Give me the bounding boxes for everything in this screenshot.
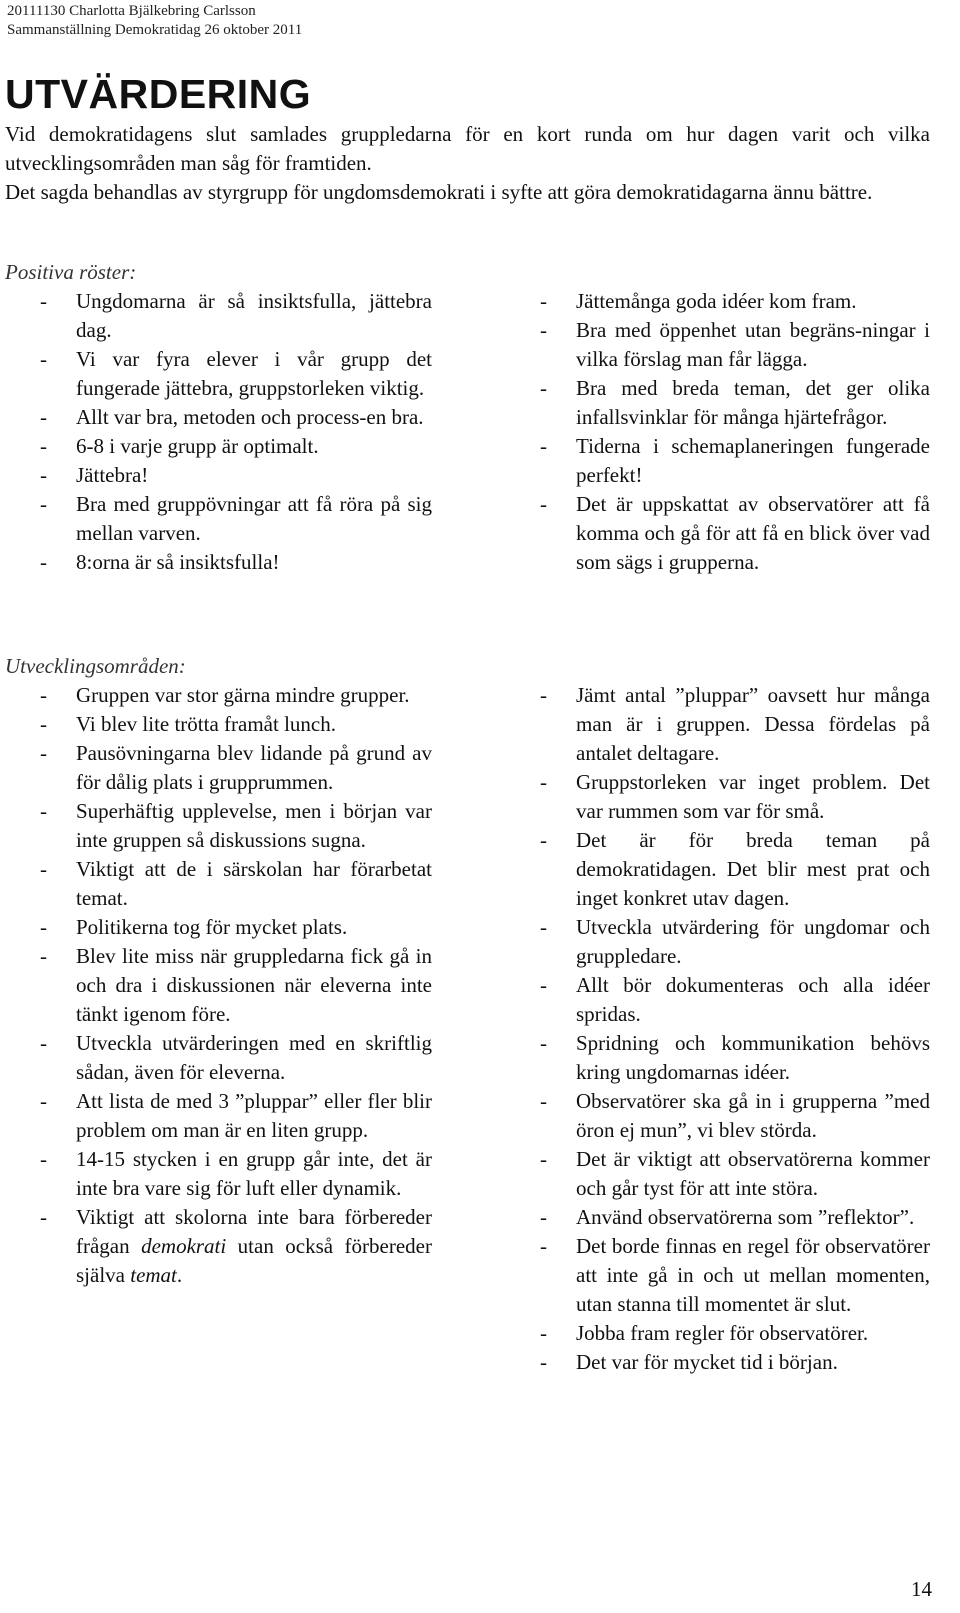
list-item: - Spridning och kommunikation behövs kring ungdomarnas idéer. [538, 1029, 930, 1087]
list-item: - Allt var bra, metoden och process-en bra. [38, 403, 432, 432]
list-item: - Gruppen var stor gärna mindre grupper. [38, 681, 432, 710]
intro-text [5, 120, 930, 207]
list-item: - 14-15 stycken i en grupp går inte, det är inte bra vare sig för luft eller dynamik. [38, 1145, 432, 1203]
header-author-line: 20111130 Charlotta Bjälkebring Carlsson [7, 3, 256, 19]
list-item: - Blev lite miss när gruppledarna fick gå in och dra i diskussionen när eleverna inte tänkt igenom före. [38, 942, 432, 1029]
header-subtitle-line: Sammanställning Demokratidag 26 oktober 2011 [7, 22, 303, 38]
list-item: - Det borde finnas en regel för observatörer att inte gå in och ut mellan momenten, utan stanna till momentet är slut. [538, 1232, 930, 1319]
list-item: - Ungdomarna är så insiktsfulla, jättebra dag. [38, 287, 432, 345]
page-title: UTVÄRDERING [5, 71, 312, 117]
list-item: - Pausövningarna blev lidande på grund av för dålig plats i grupprummen. [38, 739, 432, 797]
positive-left-list [38, 287, 432, 577]
list-item: - Det är uppskattat av observatörer att få komma och gå för att få en blick över vad som sägs i grupperna. [538, 490, 930, 577]
list-item: - Det är för breda teman på demokratidagen. Det blir mest prat och inget konkret utav dagen. [538, 826, 930, 913]
list-item: - 6-8 i varje grupp är optimalt. [38, 432, 432, 461]
list-item: - Jättemånga goda idéer kom fram. [538, 287, 930, 316]
list-item: - Viktigt att de i särskolan har förarbetat temat. [38, 855, 432, 913]
list-item: - Bra med breda teman, det ger olika infallsvinklar för många hjärtefrågor. [538, 374, 930, 432]
list-item [38, 1203, 432, 1290]
list-item: - Politikerna tog för mycket plats. [38, 913, 432, 942]
list-item: - Att lista de med 3 ”pluppar” eller fler blir problem om man är en liten grupp. [38, 1087, 432, 1145]
list-item: - Superhäftig upplevelse, men i början var inte gruppen så diskussions sugna. [38, 797, 432, 855]
last-item-part2: utan också förbereder själva [76, 1234, 432, 1287]
list-item: - Gruppstorleken var inget problem. Det var rummen som var för små. [538, 768, 930, 826]
last-item-part1: Viktigt att skolorna inte bara förbereder frågan [76, 1205, 432, 1258]
list-item: - Utveckla utvärdering för ungdomar och gruppledare. [538, 913, 930, 971]
development-right-list [538, 681, 930, 1377]
development-left-list [38, 681, 432, 1290]
list-item: - Det var för mycket tid i början. [538, 1348, 930, 1377]
document-header [7, 2, 302, 40]
page-number: 14 [911, 1577, 932, 1601]
intro-paragraph-2: Det sagda behandlas av styrgrupp för ungdomsdemokrati i syfte att göra demokratidagarna ännu bättre. [5, 180, 873, 204]
list-item: - Allt bör dokumenteras och alla idéer spridas. [538, 971, 930, 1029]
list-item: - Bra med gruppövningar att få röra på sig mellan varven. [38, 490, 432, 548]
list-item: - Utveckla utvärderingen med en skriftlig sådan, även för eleverna. [38, 1029, 432, 1087]
positive-heading: Positiva röster: [5, 260, 137, 284]
list-item: - Använd observatörerna som ”reflektor”. [538, 1203, 930, 1232]
intro-paragraph-1: Vid demokratidagens slut samlades gruppledarna för en kort runda om hur dagen varit och vilka utvecklingsområden man såg för framtiden. [5, 122, 930, 175]
list-item: - Det är viktigt att observatörerna kommer och går tyst för att inte störa. [538, 1145, 930, 1203]
development-heading: Utvecklingsområden: [5, 654, 186, 678]
list-item: - Jämt antal ”pluppar” oavsett hur många man är i gruppen. Dessa fördelas på antalet deltagare. [538, 681, 930, 768]
list-item: - Jättebra! [38, 461, 432, 490]
last-item-emphasis-1: demokrati [141, 1234, 227, 1258]
list-item: - Jobba fram regler för observatörer. [538, 1319, 930, 1348]
positive-right-list [538, 287, 930, 577]
last-item-emphasis-2: temat [130, 1263, 177, 1287]
list-item: - Observatörer ska gå in i grupperna ”med öron ej mun”, vi blev störda. [538, 1087, 930, 1145]
list-item: - Vi blev lite trötta framåt lunch. [38, 710, 432, 739]
last-item-part3: . [176, 1263, 183, 1287]
list-item: - Vi var fyra elever i vår grupp det fungerade jättebra, gruppstorleken viktig. [38, 345, 432, 403]
list-item: - 8:orna är så insiktsfulla! [38, 548, 432, 577]
list-item: - Tiderna i schemaplaneringen fungerade perfekt! [538, 432, 930, 490]
list-item: - Bra med öppenhet utan begräns-ningar i vilka förslag man får lägga. [538, 316, 930, 374]
